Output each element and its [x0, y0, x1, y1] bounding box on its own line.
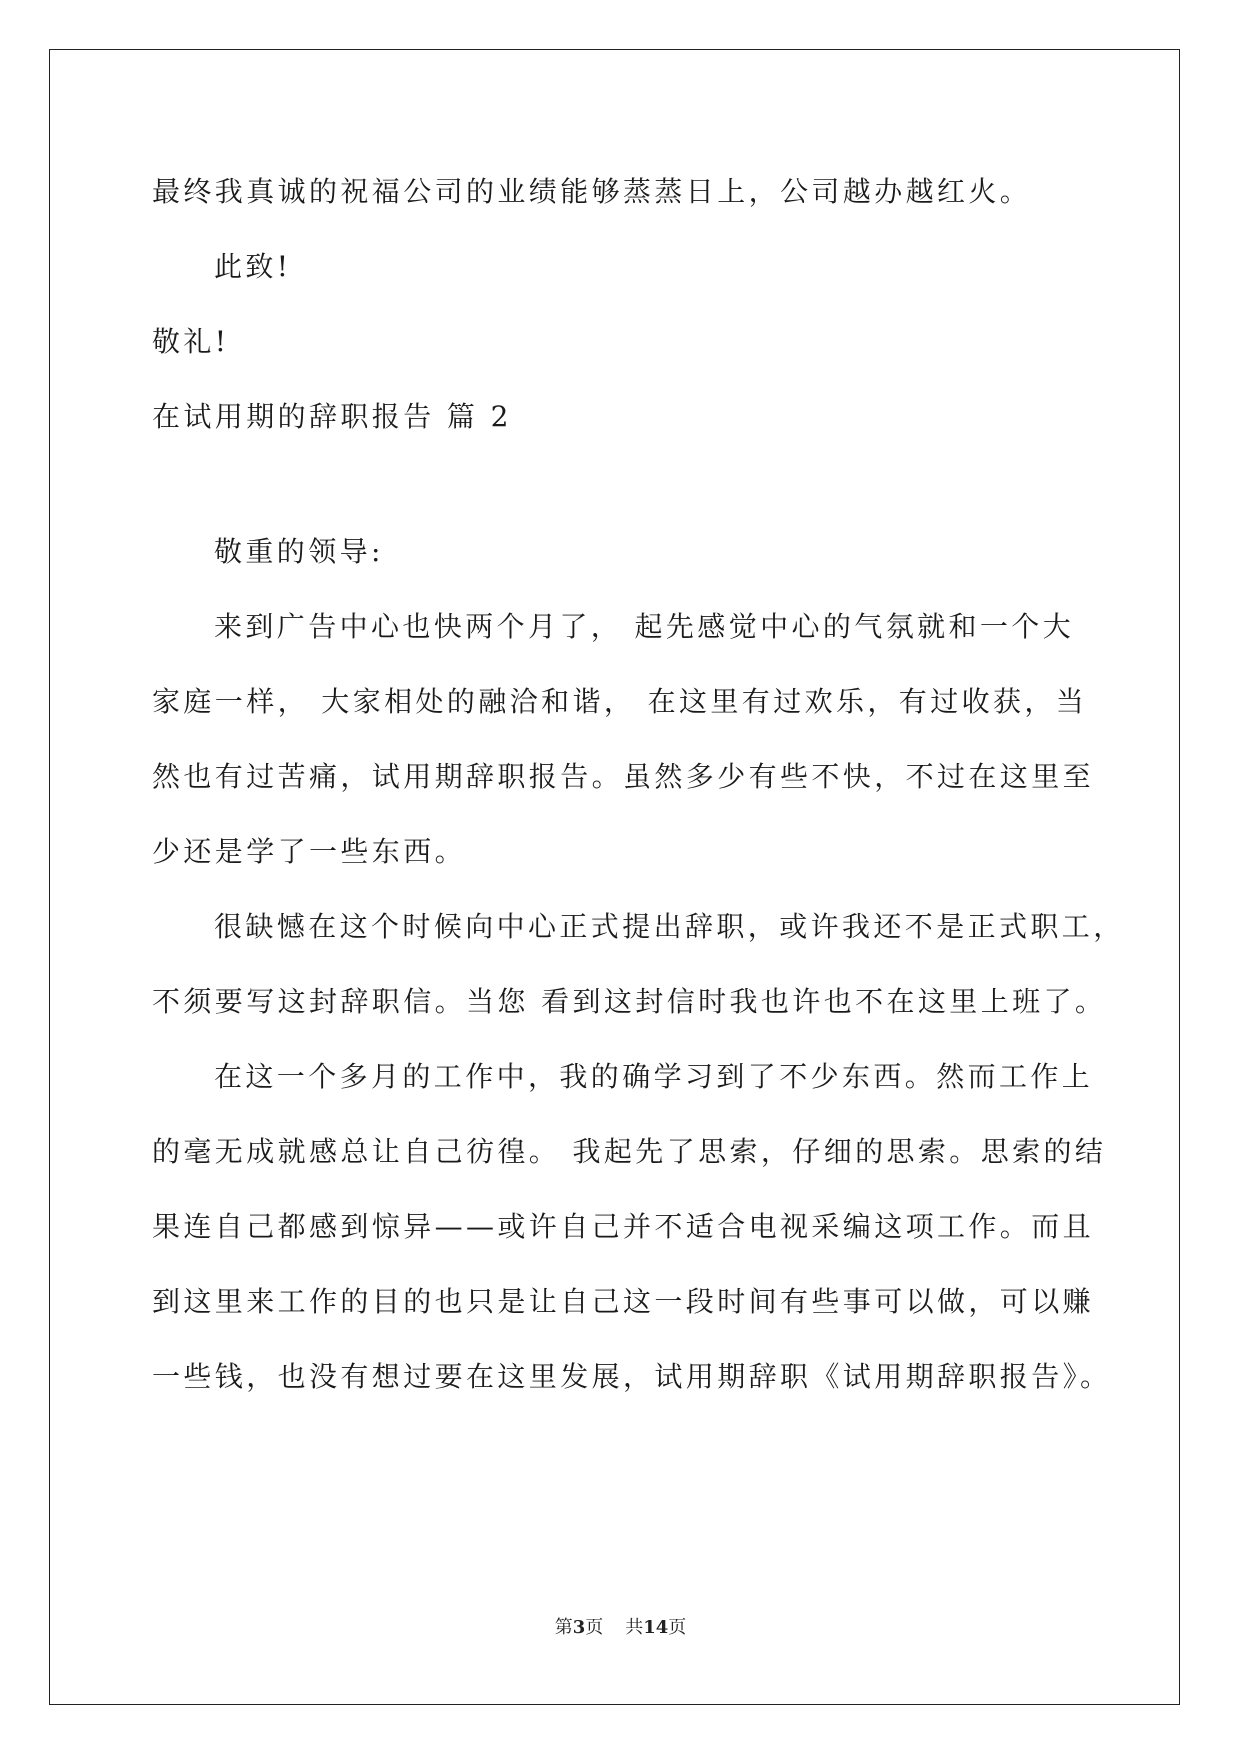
paragraph-line: 然也有过苦痛，试用期辞职报告。虽然多少有些不快，不过在这里至 — [152, 760, 1095, 793]
greeting: 敬重的领导: — [214, 535, 384, 568]
page-number-footer — [0, 1613, 1241, 1639]
current-page-number: 3 — [572, 1617, 586, 1638]
page-border — [49, 49, 1180, 1705]
paragraph-line: 来到广告中心也快两个月了， 起先感觉中心的气氛就和一个大 — [214, 610, 1075, 643]
salutation-jingli: 敬礼! — [152, 325, 230, 358]
section-heading: 在试用期的辞职报告 篇 2 — [152, 400, 512, 433]
paragraph-line: 果连自己都感到惊异——或许自己并不适合电视采编这项工作。而且 — [152, 1210, 1095, 1243]
footer-total-prefix: 共 — [625, 1617, 644, 1638]
total-page-count: 14 — [643, 1617, 669, 1638]
paragraph-line: 的毫无成就感总让自己彷徨。 我起先了思索，仔细的思索。思索的结 — [152, 1135, 1107, 1168]
paragraph-line: 到这里来工作的目的也只是让自己这一段时间有些事可以做，可以赚 — [152, 1285, 1095, 1318]
paragraph-line: 在这一个多月的工作中，我的确学习到了不少东西。然而工作上 — [214, 1060, 1094, 1093]
footer-total-suffix: 页 — [668, 1617, 687, 1638]
paragraph-line: 家庭一样， 大家相处的融洽和谐， 在这里有过欢乐，有过收获，当 — [152, 685, 1088, 718]
paragraph-line: 一些钱，也没有想过要在这里发展，试用期辞职《试用期辞职报告》。 — [152, 1360, 1112, 1393]
footer-prefix: 第 — [554, 1617, 573, 1638]
paragraph-line: 很缺憾在这个时候向中心正式提出辞职，或许我还不是正式职工， — [214, 910, 1125, 943]
paragraph-line: 少还是学了一些东西。 — [152, 835, 467, 868]
closing-wish-line: 最终我真诚的祝福公司的业绩能够蒸蒸日上，公司越办越红火。 — [152, 175, 1032, 208]
footer-page-suffix: 页 — [585, 1617, 604, 1638]
salutation-cizhi: 此致! — [214, 250, 292, 283]
paragraph-line: 不须要写这封辞职信。当您 看到这封信时我也许也不在这里上班了。 — [152, 985, 1107, 1018]
